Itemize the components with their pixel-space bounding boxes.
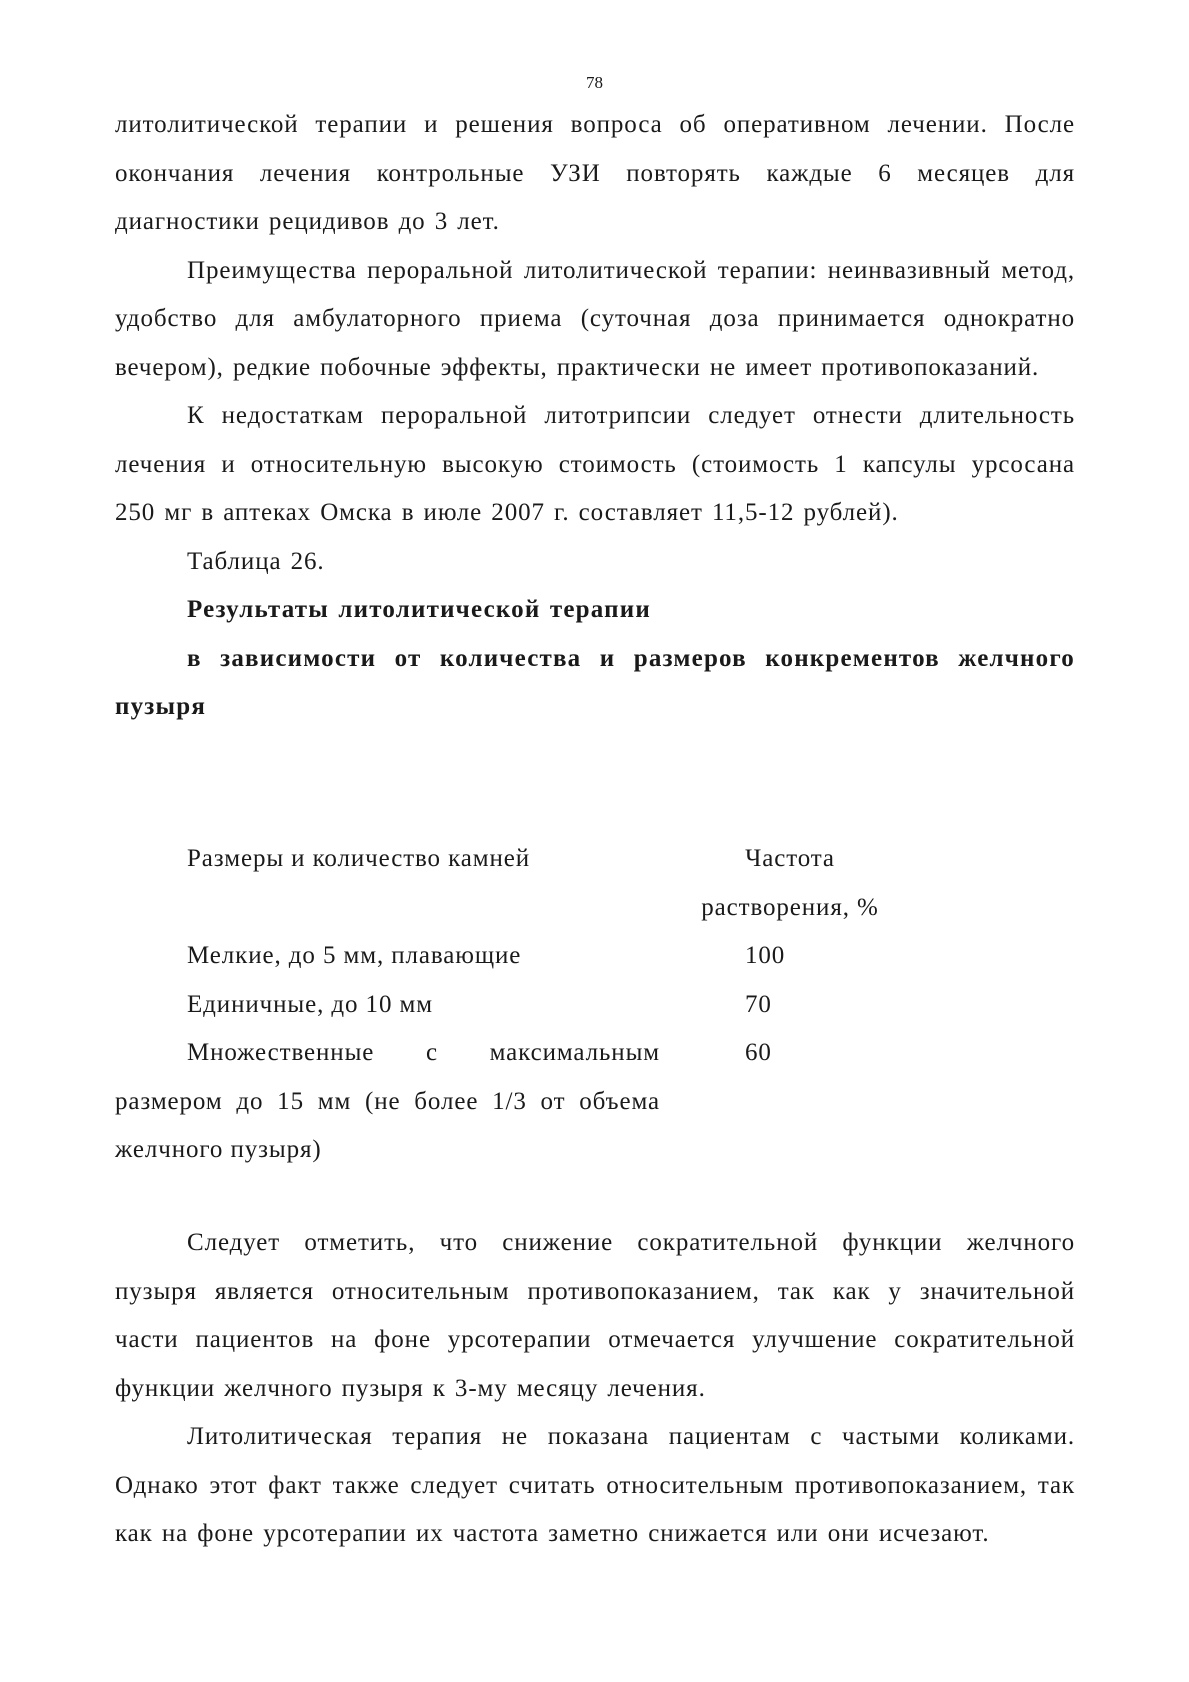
table-title-line2: в зависимости от количества и размеров конкрементов желчного пузыря [115,644,1075,720]
body-text-bottom [115,1219,1075,1559]
table-cell-rate: 60 [745,1039,772,1066]
table-cell-size: Множественные с максимальным размером до 15 мм (не более 1/3 от объема желчного пузыря) [115,1039,660,1163]
paragraph-advantages: Преимущества пероральной литолитической терапии: неинвазивный метод, удобство для амбулаторного приема (суточная доза принимается однократно вечером), редкие побочные эффекты, практически не имеет противопоказаний. [115,256,1075,381]
table-cell-size: Мелкие, до 5 мм, плавающие [187,942,522,969]
body-text-top [115,101,1075,732]
table-row [115,981,1075,1030]
table-header-rate-line1: Частота [745,845,835,872]
table-cell-rate: 100 [745,942,786,969]
table-cell-size: Единичные, до 10 мм [187,990,433,1018]
table-row [115,1029,1075,1175]
page-number: 78 [586,73,603,92]
table-header-rate-line2: растворения, % [701,893,879,921]
table-header-row [115,835,1075,932]
table-row [115,932,1075,981]
results-table [115,835,1075,1175]
paragraph-disadvantages: К недостаткам пероральной литотрипсии следует отнести длительность лечения и относительную высокую стоимость (стоимость 1 капсулы урсосана 250 мг в аптеках Омска в июле 2007 г. составляет 11,5-12 рублей). [115,402,1075,526]
table-cell-rate: 70 [745,990,772,1018]
table-header-size: Размеры и количество камней [187,845,531,872]
paragraph-continuation: литолитической терапии и решения вопроса об оперативном лечении. После окончания лечения контрольные УЗИ повторять каждые 6 месяцев для диагностики рецидивов до 3 лет. [115,111,1075,235]
paragraph-colic: Литолитическая терапия не показана пациентам с частыми коликами. Однако этот факт также следует считать относительным противопоказанием, так как на фоне урсотерапии их частота заметно снижается или они исчезают. [115,1423,1075,1547]
paragraph-contractility: Следует отметить, что снижение сократительной функции желчного пузыря является относительным противопоказанием, так как у значительной части пациентов на фоне урсотерапии отмечается улучшение сократительной функции желчного пузыря к 3-му месяцу лечения. [115,1229,1075,1402]
table-header-rate [685,835,895,932]
table-label: Таблица 26. [187,547,325,575]
table-title-line1: Результаты литолитической терапии [187,596,651,623]
